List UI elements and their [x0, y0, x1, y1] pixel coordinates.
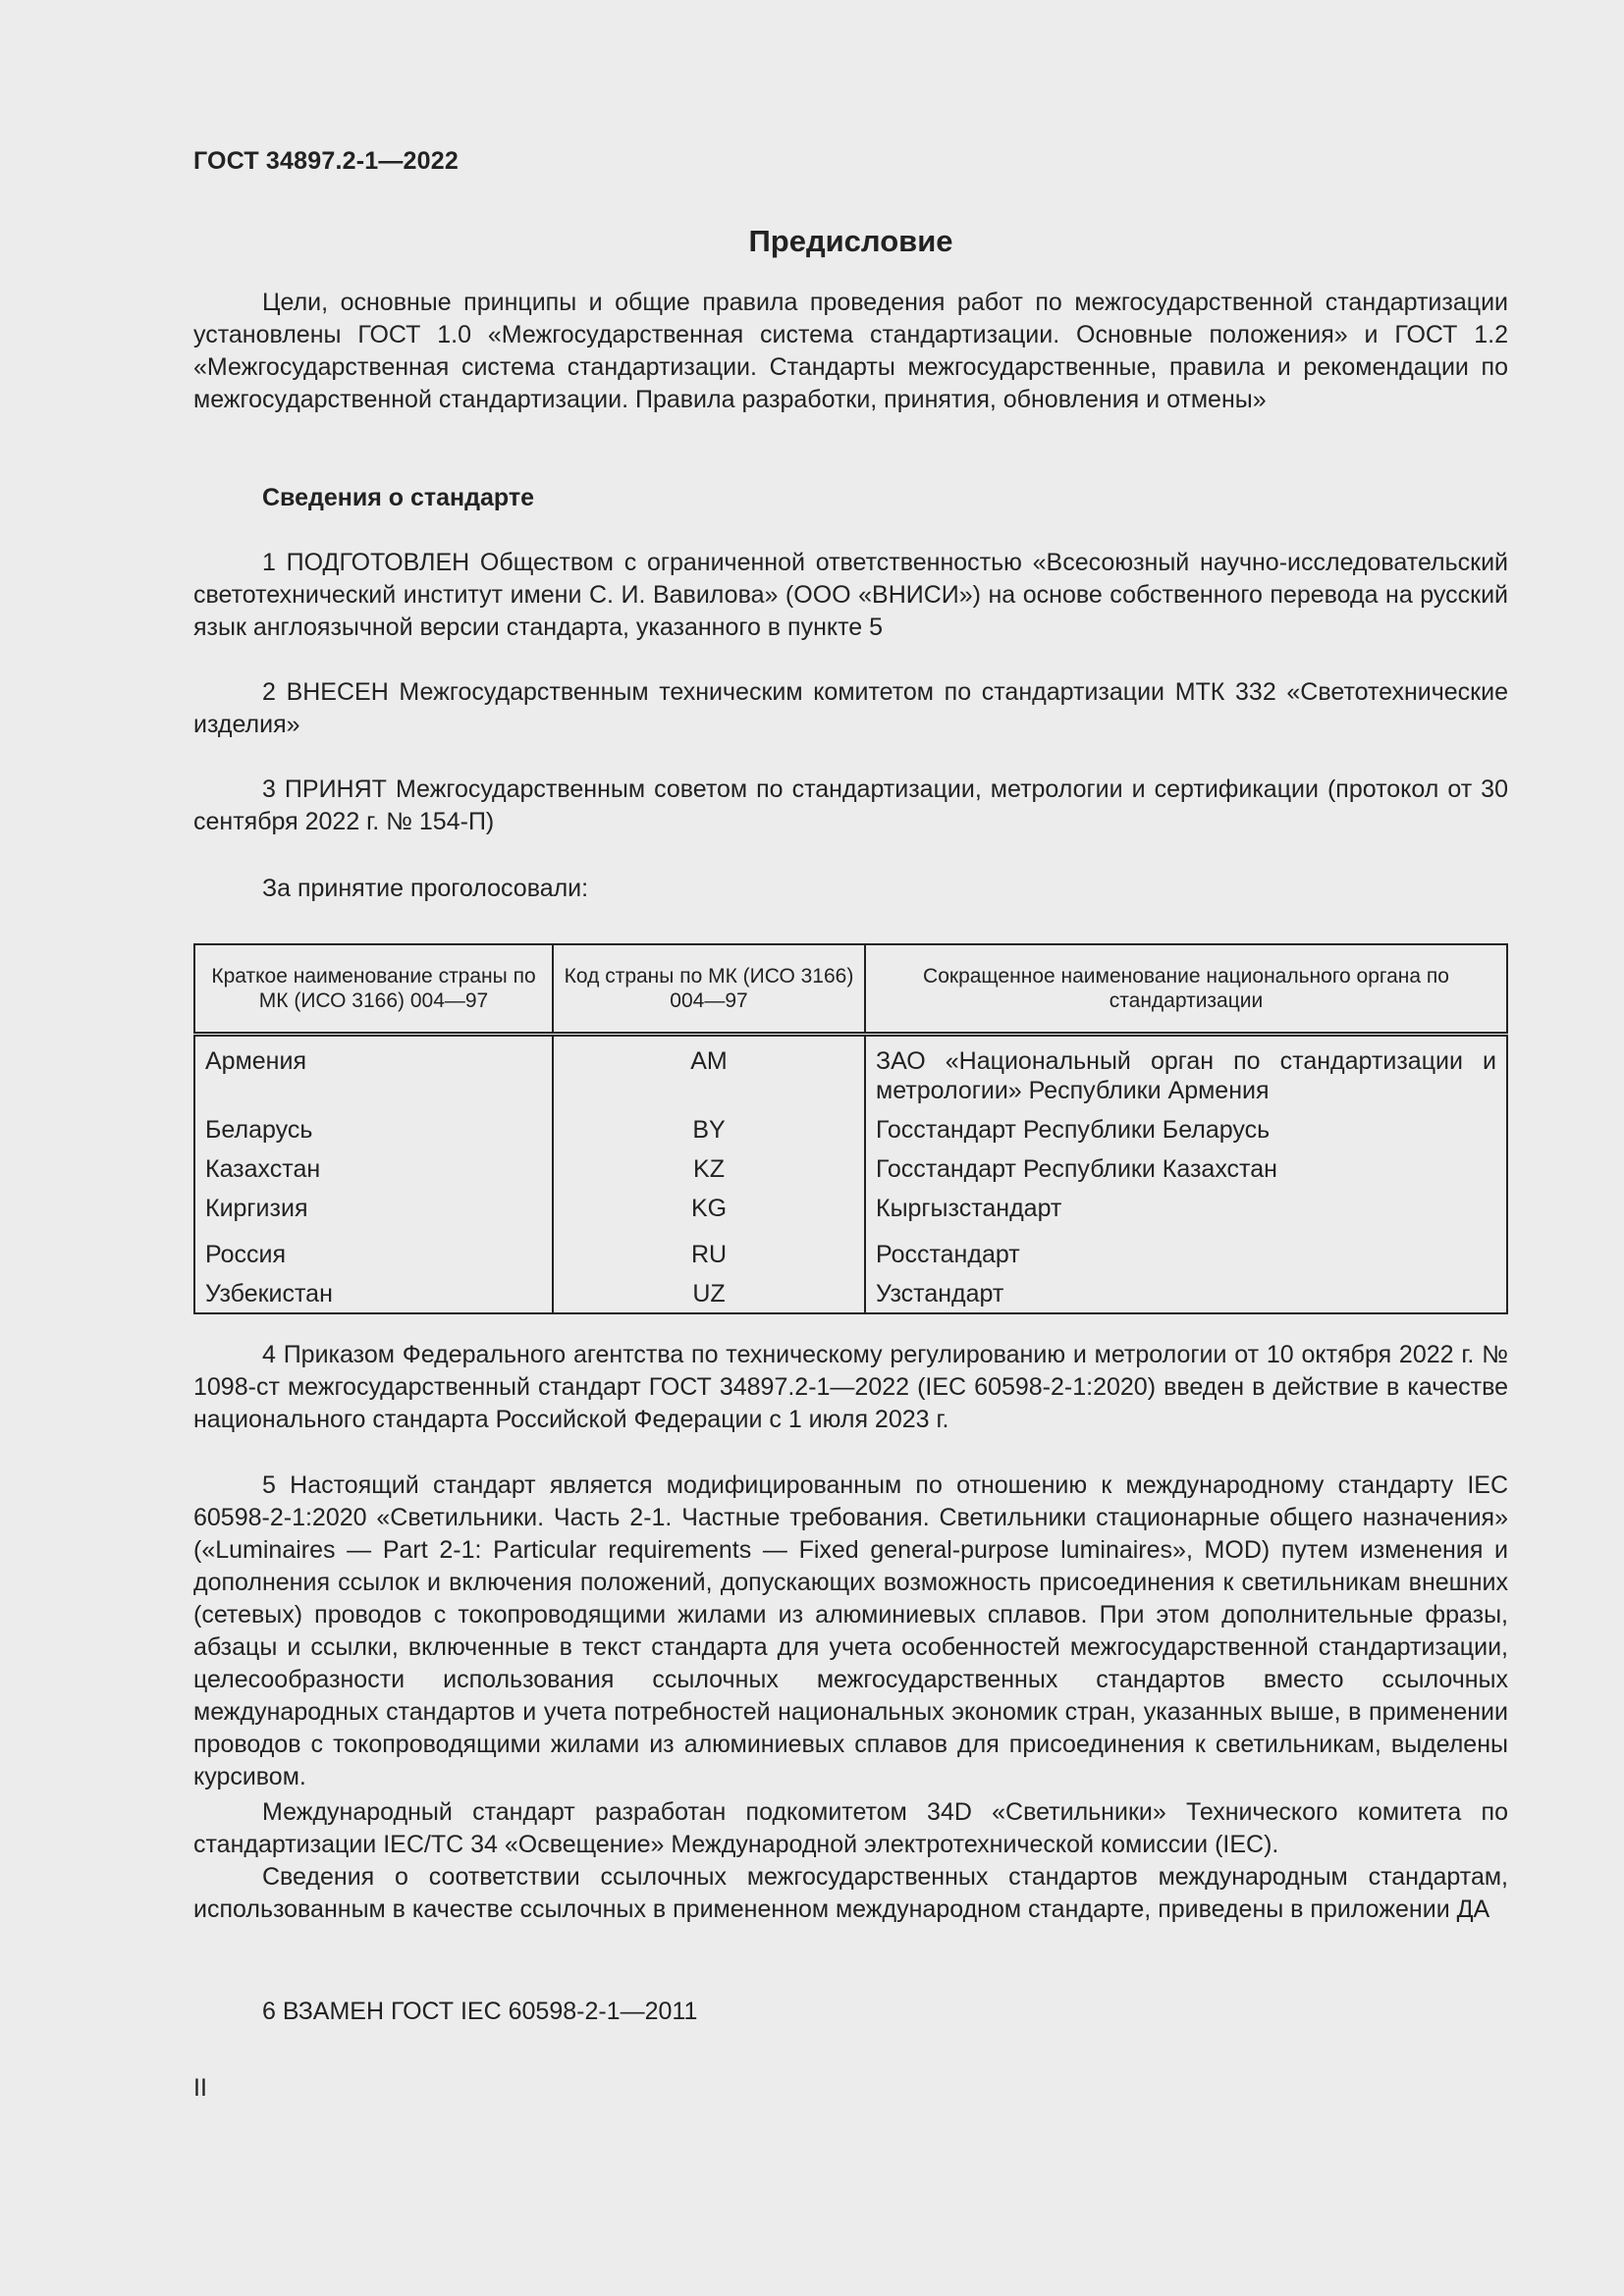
- intro-paragraph: Цели, основные принципы и общие правила проведения работ по межгосударственной стандартизации установлены ГОСТ 1.0 «Межгосударственная система стандартизации. Основные положения» и ГОСТ 1.2 «Межгосударственная система стандартизации. Стандарты межгосударственные, правила и рекомендации по межгосударственной стандартизации. Правила разработки, принятия, обновления и отмены»: [193, 289, 1508, 413]
- table-row: [194, 1035, 1507, 1116]
- column-header-org: Сокращенное наименование национального органа по стандартизации: [865, 944, 1507, 1035]
- item-4-paragraph: 4 Приказом Федерального агентства по техническому регулированию и метрологии от 10 октября 2022 г. № 1098-ст межгосударственный стандарт ГОСТ 34897.2-1—2022 (IEC 60598-2-1:2020) введен в действие в качестве национального стандарта Российской Федерации с 1 июля 2023 г.: [193, 1341, 1508, 1433]
- code-cell: BY: [553, 1115, 865, 1154]
- info-heading: Сведения о стандарте: [262, 484, 535, 511]
- table-header-row: [194, 944, 1507, 1035]
- column-header-country: Краткое наименование страны по МК (ИСО 3166) 004—97: [194, 944, 553, 1035]
- page-number: II: [193, 2074, 207, 2102]
- country-cell: Казахстан: [194, 1154, 553, 1194]
- country-cell: Беларусь: [194, 1115, 553, 1154]
- item-5-paragraph: 5 Настоящий стандарт является модифицированным по отношению к международному стандарту IEC 60598-2-1:2020 «Светильники. Часть 2-1. Частные требования. Светильники стационарные общего назначения» («Luminaires — Part 2-1: Particular requirements — Fixed general-purpose luminaires», MOD) путем изменения и дополнения ссылок и включения положений, допускающих возможность присоединения к светильникам внешних (сетевых) проводов с токопроводящими жилами из алюминиевых сплавов. При этом дополнительные фразы, абзацы и ссылки, включенные в текст стандарта для учета особенностей межгосударственной стандартизации, целесообразности использования ссылочных межгосударственных стандартов вместо ссылочных международных стандартов и учета потребностей национальных экономик стран, указанных выше, в применении проводов с токопроводящими жилами из алюминиевых сплавов для присоединения к светильникам, выделены курсивом.: [193, 1471, 1508, 1790]
- org-cell: Госстандарт Республики Казахстан: [876, 1155, 1277, 1183]
- org-cell: Кыргызстандарт: [876, 1195, 1062, 1222]
- code-cell: UZ: [553, 1279, 865, 1313]
- item-2-paragraph: 2 ВНЕСЕН Межгосударственным техническим комитетом по стандартизации МТК 332 «Светотехнические изделия»: [193, 678, 1508, 738]
- org-cell: Госстандарт Республики Беларусь: [876, 1116, 1271, 1144]
- country-cell: Киргизия: [194, 1194, 553, 1240]
- item-5-iec-paragraph: Международный стандарт разработан подкомитетом 34D «Светильники» Технического комитета по стандартизации IEC/TC 34 «Освещение» Международной электротехнической комиссии (IEC).: [193, 1798, 1508, 1858]
- item-1-paragraph: 1 ПОДГОТОВЛЕН Обществом с ограниченной ответственностью «Всесоюзный научно-исследовательский светотехнический институт имени С. И. Вавилова» (ООО «ВНИСИ») на основе собственного перевода на русский язык англоязычной версии стандарта, указанного в пункте 5: [193, 549, 1508, 641]
- item-6-paragraph: 6 ВЗАМЕН ГОСТ IEC 60598-2-1—2011: [262, 1998, 698, 2025]
- table-row: [194, 1240, 1507, 1279]
- org-cell: Узстандарт: [876, 1280, 1004, 1308]
- table-row: [194, 1154, 1507, 1194]
- code-cell: RU: [553, 1240, 865, 1279]
- column-header-code: Код страны по МК (ИСО 3166) 004—97: [553, 944, 865, 1035]
- table-row: [194, 1194, 1507, 1240]
- code-cell: KZ: [553, 1154, 865, 1194]
- item-5-references-paragraph: Сведения о соответствии ссылочных межгосударственных стандартов международным стандартам, использованным в качестве ссылочных в примененном международном стандарте, приведены в приложении ДА: [193, 1863, 1508, 1923]
- voted-label: За принятие проголосовали:: [262, 875, 589, 902]
- item-3-paragraph: 3 ПРИНЯТ Межгосударственным советом по стандартизации, метрологии и сертификации (протокол от 30 сентября 2022 г. № 154-П): [193, 775, 1508, 835]
- org-cell: Росстандарт: [876, 1241, 1020, 1268]
- page-title: Предисловие: [748, 224, 953, 258]
- country-cell: Узбекистан: [194, 1279, 553, 1313]
- standard-id-header: ГОСТ 34897.2-1—2022: [193, 147, 459, 175]
- country-cell: Армения: [194, 1035, 553, 1116]
- voting-countries-table: [193, 943, 1508, 1314]
- code-cell: AM: [553, 1035, 865, 1116]
- org-cell: ЗАО «Национальный орган по стандартизации и метрологии» Республики Армения: [876, 1047, 1496, 1104]
- country-cell: Россия: [194, 1240, 553, 1279]
- code-cell: KG: [553, 1194, 865, 1240]
- table-row: [194, 1115, 1507, 1154]
- table-row: [194, 1279, 1507, 1313]
